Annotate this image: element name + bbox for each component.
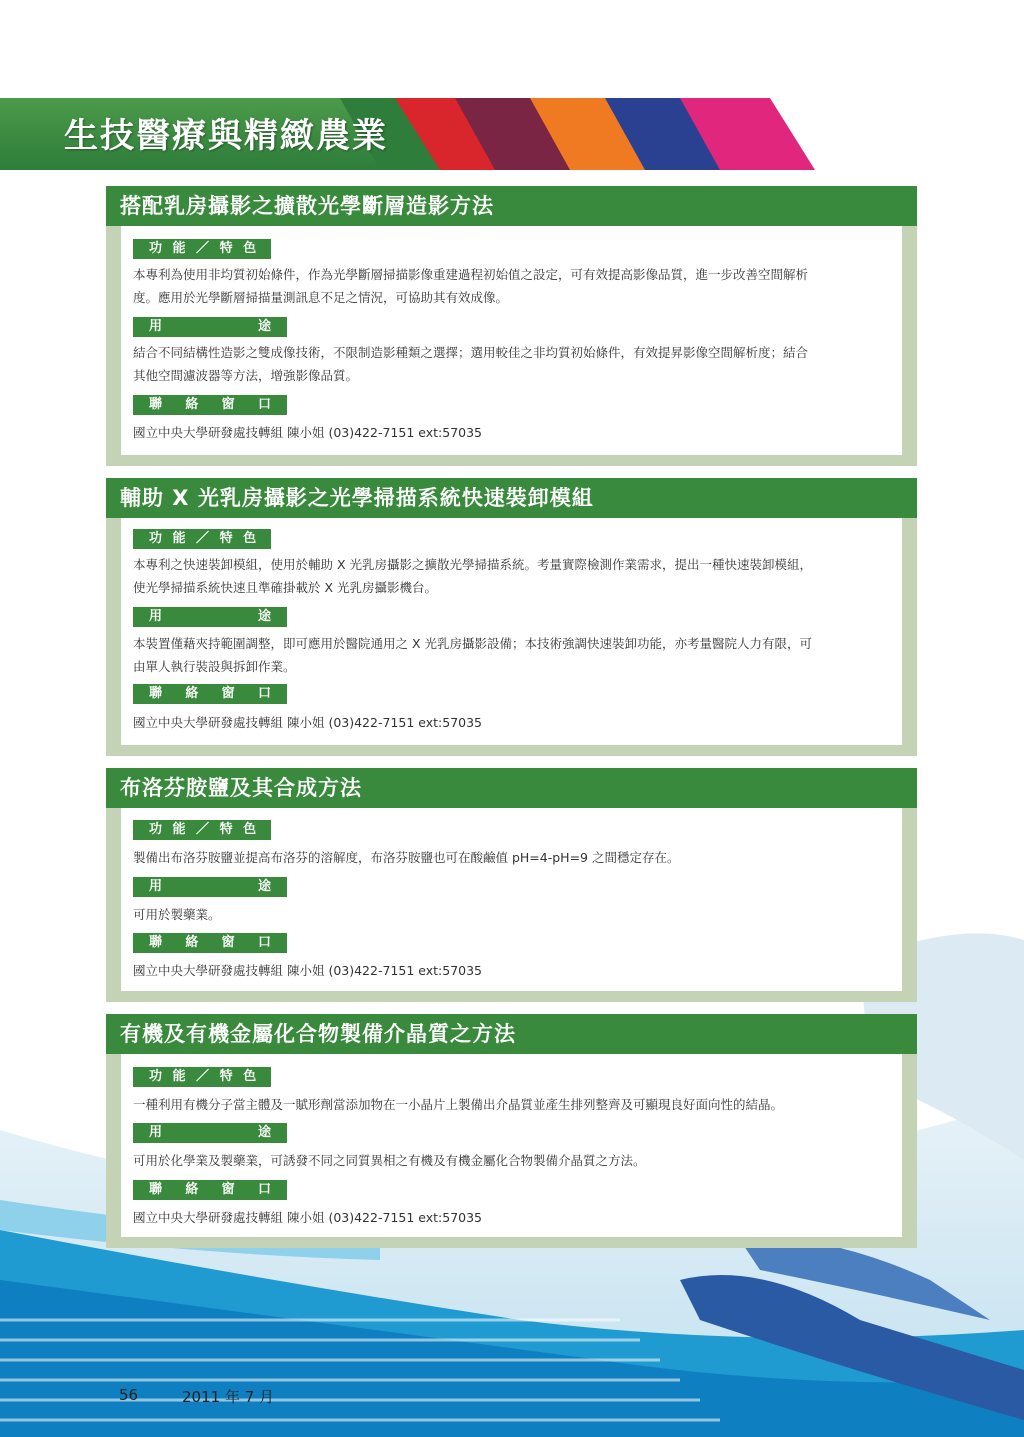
use-text: 結合不同結構性造影之雙成像技術，不限制造影種類之選擇；選用較佳之非均質初始條件，有效提昇影像空間解析度；結合 其他空間濾波器等方法，增強影像品質。: [133, 345, 809, 383]
use-label: 用 途: [133, 1123, 287, 1143]
function-label: 功 能 ／ 特 色: [133, 820, 271, 840]
patent-card: [106, 768, 917, 1002]
use-label: 用 途: [133, 877, 287, 897]
issue-date: 2011 年 7 月: [182, 1388, 275, 1406]
contact-text: 國立中央大學研發處技轉組 陳小姐 (03)422-7151 ext:57035: [133, 1210, 483, 1225]
card-title: 布洛芬胺鹽及其合成方法: [106, 768, 917, 808]
use-text: 可用於化學業及製藥業，可誘發不同之同質異相之有機及有機金屬化合物製備介晶質之方法。: [133, 1153, 646, 1168]
contact-label: 聯 絡 窗 口: [133, 395, 287, 415]
function-text: 製備出布洛芬胺鹽並提高布洛芬的溶解度，布洛芬胺鹽也可在酸鹼值 pH=4-pH=9 之間穩定存在。: [133, 850, 680, 865]
patent-card: [106, 186, 917, 466]
contact-text: 國立中央大學研發處技轉組 陳小姐 (03)422-7151 ext:57035: [133, 425, 483, 440]
page-number: 56: [119, 1386, 139, 1404]
use-text: 本裝置僅藉夾持範圍調整，即可應用於醫院通用之 X 光乳房攝影設備；本技術強調快速裝卸功能，亦考量醫院人力有限，可 由單人執行裝設與拆卸作業。: [133, 636, 813, 674]
function-text: 本專利之快速裝卸模組，使用於輔助 X 光乳房攝影之擴散光學掃描系統。考量實際檢測作業需求，提出一種快速裝卸模組， 使光學掃描系統快速且準確掛載於 X 光乳房攝影機台。: [133, 557, 813, 595]
function-text: 一種利用有機分子當主體及一賦形劑當添加物在一小晶片上製備出介晶質並產生排列整齊及可顯現良好面向性的結晶。: [133, 1097, 784, 1112]
use-text: 可用於製藥業。: [133, 907, 221, 922]
contact-text: 國立中央大學研發處技轉組 陳小姐 (03)422-7151 ext:57035: [133, 963, 483, 978]
contact-label: 聯 絡 窗 口: [133, 684, 287, 704]
card-title: 輔助 X 光乳房攝影之光學掃描系統快速裝卸模組: [106, 478, 917, 518]
card-title: 搭配乳房攝影之擴散光學斷層造影方法: [106, 186, 917, 226]
card-body: [121, 226, 902, 455]
function-label: 功 能 ／ 特 色: [133, 529, 271, 549]
function-label: 功 能 ／ 特 色: [133, 239, 271, 259]
card-body: [121, 1054, 902, 1237]
function-label: 功 能 ／ 特 色: [133, 1067, 271, 1087]
use-label: 用 途: [133, 317, 287, 337]
contact-label: 聯 絡 窗 口: [133, 1180, 287, 1200]
use-label: 用 途: [133, 607, 287, 627]
contact-text: 國立中央大學研發處技轉組 陳小姐 (03)422-7151 ext:57035: [133, 715, 483, 730]
page-title: 生技醫療與精緻農業: [64, 116, 388, 156]
card-title: 有機及有機金屬化合物製備介晶質之方法: [106, 1014, 917, 1054]
contact-label: 聯 絡 窗 口: [133, 933, 287, 953]
patent-card: [106, 1014, 917, 1248]
function-text: 本專利為使用非均質初始條件，作為光學斷層掃描影像重建過程初始值之設定，可有效提高影像品質，進一步改善空間解析 度。應用於光學斷層掃描量測訊息不足之情況，可協助其有效成像。: [133, 267, 809, 305]
card-body: [121, 518, 902, 745]
patent-card: [106, 478, 917, 756]
card-body: [121, 808, 902, 991]
